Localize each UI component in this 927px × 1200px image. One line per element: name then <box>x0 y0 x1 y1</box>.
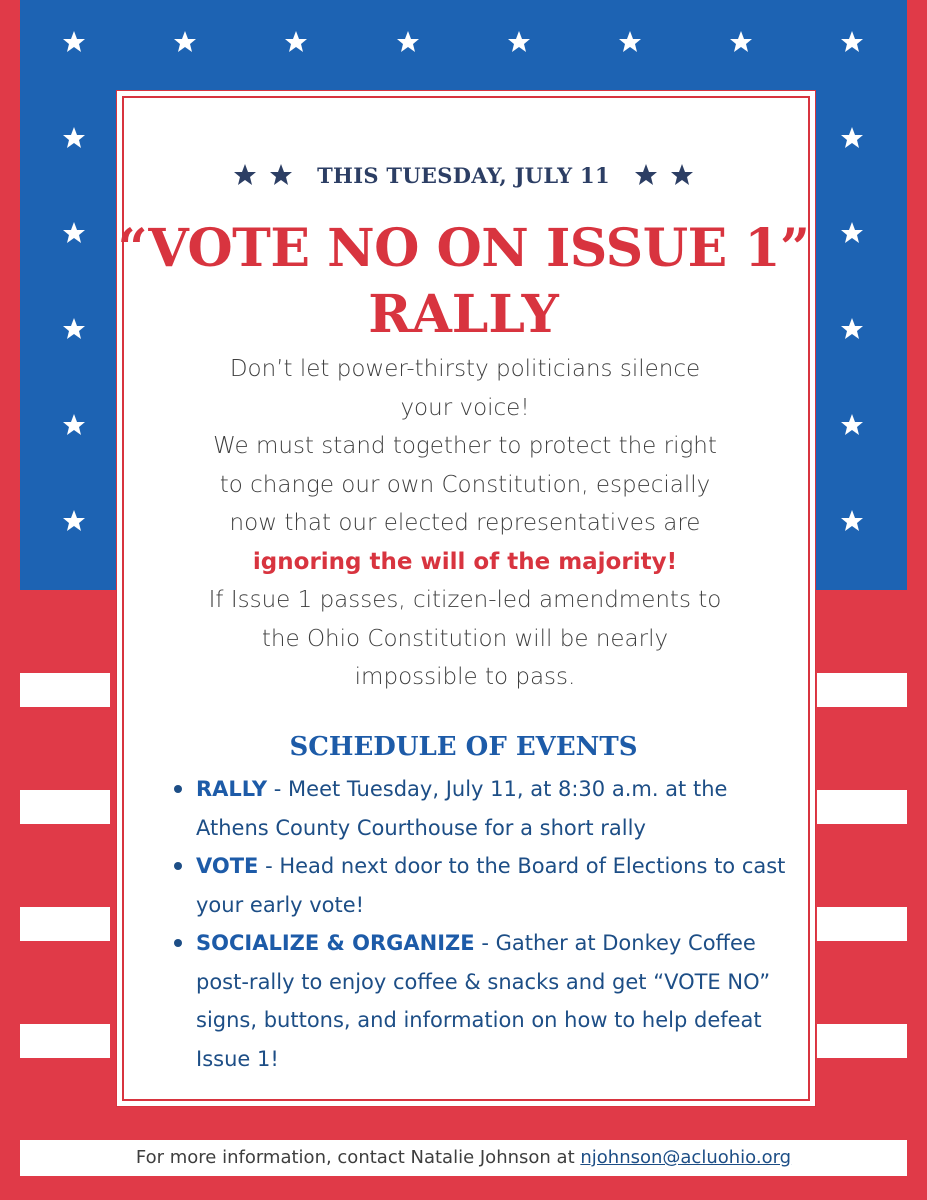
star-icon <box>840 509 864 533</box>
schedule-item-text: - Gather at Donkey Coffee post-rally to enjoy coffee & snacks and get “VOTE NO” signs, buttons, and information on how to help defeat Issue 1! <box>196 931 771 1071</box>
white-stripe <box>20 673 110 707</box>
schedule-item-text: - Meet Tuesday, July 11, at 8:30 a.m. at the Athens County Courthouse for a short rally <box>196 777 728 840</box>
schedule-item-label: RALLY <box>196 777 268 801</box>
star-icon <box>233 163 257 187</box>
schedule-title: SCHEDULE OF EVENTS <box>289 732 638 762</box>
star-icon <box>62 30 86 54</box>
body-line: your voice! <box>400 394 530 421</box>
star-icon <box>729 30 753 54</box>
headline-rally: RALLY <box>368 284 559 345</box>
white-stripe <box>20 907 110 941</box>
body-line: impossible to pass. <box>354 664 576 690</box>
footer-text: For more information, contact Natalie Johnson at <box>135 1147 581 1168</box>
schedule-item-label: SOCIALIZE & ORGANIZE <box>196 931 475 955</box>
schedule-item <box>196 770 786 847</box>
body-line: If Issue 1 passes, citizen-led amendments to <box>208 587 722 613</box>
body-line: the Ohio Constitution will be nearly <box>261 625 669 652</box>
body-emphasis: ignoring the will of the majority! <box>252 548 678 575</box>
star-icon <box>507 30 531 54</box>
white-stripe <box>817 673 907 707</box>
star-icon <box>269 163 293 187</box>
star-icon <box>618 30 642 54</box>
star-icon <box>840 30 864 54</box>
star-icon <box>62 509 86 533</box>
star-icon <box>284 30 308 54</box>
schedule-list <box>196 770 786 1078</box>
white-stripe <box>817 790 907 824</box>
white-stripe <box>817 907 907 941</box>
white-stripe <box>817 1024 907 1058</box>
star-icon <box>670 163 694 187</box>
star-icon <box>634 163 658 187</box>
schedule-item <box>196 847 786 924</box>
star-icon <box>840 413 864 437</box>
white-stripe <box>20 790 110 824</box>
schedule-item-label: VOTE <box>196 854 259 878</box>
body-copy <box>170 350 760 697</box>
star-icon <box>840 126 864 150</box>
footer-bar <box>20 1140 907 1176</box>
event-date: THIS TUESDAY, JULY 11 <box>317 162 610 188</box>
star-icon <box>62 413 86 437</box>
body-line: now that our elected representatives are <box>229 510 701 536</box>
body-line: to change our own Constitution, especially <box>219 471 711 498</box>
star-icon <box>396 30 420 54</box>
headline: “VOTE NO ON ISSUE 1” <box>117 218 810 279</box>
contact-email-link[interactable]: njohnson@acluohio.org <box>580 1147 792 1168</box>
star-icon <box>62 126 86 150</box>
body-line: We must stand together to protect the right <box>213 433 717 459</box>
schedule-item <box>196 924 786 1078</box>
white-stripe <box>20 1024 110 1058</box>
date-row <box>0 150 927 200</box>
body-line: Don’t let power-thirsty politicians silence <box>229 356 701 382</box>
schedule-item-text: - Head next door to the Board of Elections to cast your early vote! <box>196 854 786 917</box>
star-icon <box>173 30 197 54</box>
